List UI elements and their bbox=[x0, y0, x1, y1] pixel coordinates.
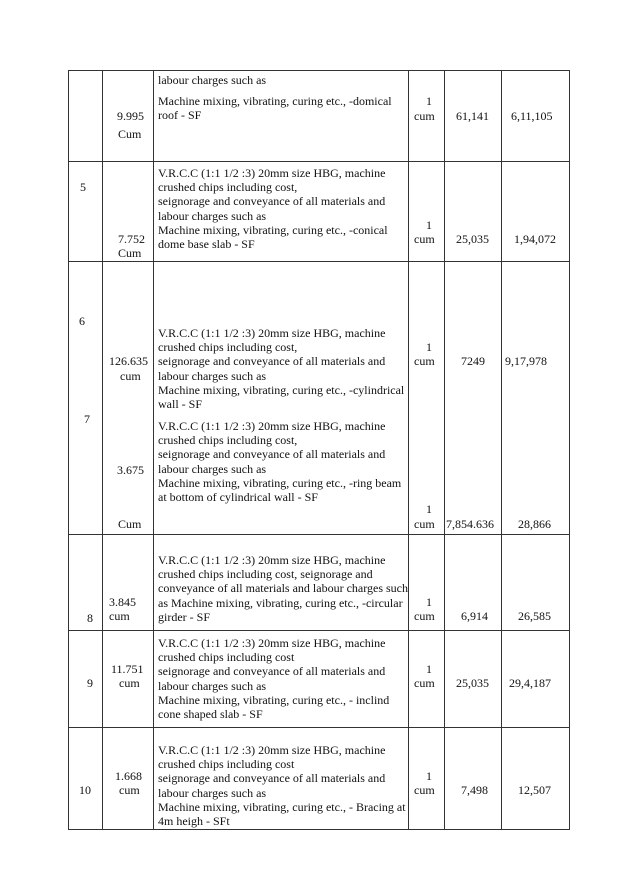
per-value: 1 bbox=[426, 502, 432, 516]
description-line: dome base slab - SF bbox=[158, 237, 255, 252]
description-line: crushed chips including cost, bbox=[158, 433, 298, 448]
rate-cell bbox=[445, 262, 502, 535]
amount-cell bbox=[502, 162, 570, 262]
per-unit: cum bbox=[414, 354, 435, 368]
qty-value: 7.752 bbox=[118, 232, 145, 246]
description-cell bbox=[154, 162, 409, 262]
sno-cell bbox=[69, 162, 103, 262]
table-row bbox=[69, 535, 570, 631]
description-line: labour charges such as bbox=[158, 461, 267, 476]
description-line: girder - SF bbox=[158, 609, 210, 624]
qty-value: 9.995 bbox=[117, 109, 144, 123]
description-cell bbox=[154, 535, 409, 631]
rate-value: 25,035 bbox=[456, 232, 489, 246]
amount-cell bbox=[502, 71, 570, 162]
description-line: Machine mixing, vibrating, curing etc., -ring beam bbox=[158, 475, 402, 490]
per-value: 1 bbox=[426, 769, 432, 783]
sno-cell bbox=[69, 631, 103, 728]
qty-value: 1.668 bbox=[115, 769, 142, 783]
rate-cell bbox=[445, 631, 502, 728]
description-line: Machine mixing, vibrating, curing etc., - Bracing at bbox=[158, 799, 406, 814]
sno-cell bbox=[69, 728, 103, 830]
per-cell bbox=[409, 631, 445, 728]
rate-value: 7,854.636 bbox=[446, 517, 494, 531]
description-line: labour charges such as bbox=[158, 678, 267, 693]
amount-value: 9,17,978 bbox=[505, 354, 547, 368]
qty-value: 126.635 bbox=[109, 354, 148, 368]
sno-value: 8 bbox=[87, 611, 93, 625]
description-line: V.R.C.C (1:1 1/2 :3) 20mm size HBG, machine bbox=[158, 743, 386, 757]
qty-cell bbox=[103, 162, 154, 262]
amount-value: 12,507 bbox=[518, 783, 551, 797]
per-value: 1 bbox=[426, 662, 432, 676]
description-line: seignorage and conveyance of all materials and bbox=[158, 664, 386, 679]
rate-value: 61,141 bbox=[456, 109, 489, 123]
description-line: Machine mixing, vibrating, curing etc., -cylindrical bbox=[158, 382, 405, 397]
qty-unit: Cum bbox=[118, 517, 142, 531]
qty-cell bbox=[103, 631, 154, 728]
qty-cell bbox=[103, 728, 154, 830]
description-line: roof - SF bbox=[158, 108, 202, 122]
description-cell bbox=[154, 728, 409, 830]
qty-cell bbox=[103, 262, 154, 535]
estimate-table bbox=[68, 70, 570, 830]
description-line: crushed chips including cost bbox=[158, 757, 295, 772]
qty-value: 11.751 bbox=[111, 662, 144, 676]
table-row bbox=[69, 262, 570, 535]
description-line: crushed chips including cost, bbox=[158, 340, 298, 355]
sno-cell bbox=[69, 71, 103, 162]
description-line: V.R.C.C (1:1 1/2 :3) 20mm size HBG, machine bbox=[158, 636, 386, 650]
description-line: crushed chips including cost bbox=[158, 650, 295, 665]
per-unit: cum bbox=[414, 517, 435, 531]
rate-value: 7,498 bbox=[461, 783, 488, 797]
per-value: 1 bbox=[426, 340, 432, 354]
rate-cell bbox=[445, 535, 502, 631]
table-row bbox=[69, 631, 570, 728]
rate-cell bbox=[445, 71, 502, 162]
description-cell bbox=[154, 71, 409, 162]
description-line: labour charges such as bbox=[158, 368, 267, 383]
qty-unit: cum bbox=[119, 783, 140, 797]
description-line: V.R.C.C (1:1 1/2 :3) 20mm size HBG, machine bbox=[158, 553, 386, 567]
per-value: 1 bbox=[426, 94, 432, 108]
rate-value: 7249 bbox=[461, 354, 485, 368]
per-unit: cum bbox=[414, 783, 435, 797]
description-line: V.R.C.C (1:1 1/2 :3) 20mm size HBG, machine bbox=[158, 326, 386, 340]
per-unit: cum bbox=[414, 232, 435, 246]
description-line: crushed chips including cost, seignorage and bbox=[158, 567, 373, 582]
description-line: crushed chips including cost, bbox=[158, 180, 298, 195]
description-line: seignorage and conveyance of all materials and bbox=[158, 354, 386, 369]
table-row bbox=[69, 71, 570, 162]
amount-value: 6,11,105 bbox=[511, 109, 553, 123]
qty-value: 3.675 bbox=[117, 463, 144, 477]
per-cell bbox=[409, 535, 445, 631]
description-cell bbox=[154, 631, 409, 728]
description-line: Machine mixing, vibrating, curing etc., -domical bbox=[158, 94, 392, 108]
amount-value: 28,866 bbox=[518, 517, 551, 531]
sno-cell bbox=[69, 535, 103, 631]
description-line: seignorage and conveyance of all materials and bbox=[158, 447, 386, 462]
per-cell bbox=[409, 728, 445, 830]
description-line: 4m heigh - SFt bbox=[158, 814, 230, 829]
amount-cell bbox=[502, 262, 570, 535]
description-line: labour charges such as bbox=[158, 785, 267, 800]
per-unit: cum bbox=[414, 609, 435, 623]
qty-unit: cum bbox=[120, 369, 141, 383]
per-value: 1 bbox=[426, 595, 432, 609]
description-line: cone shaped slab - SF bbox=[158, 707, 263, 722]
sno-value: 10 bbox=[79, 783, 91, 797]
qty-unit: Cum bbox=[118, 246, 142, 260]
amount-cell bbox=[502, 728, 570, 830]
qty-unit: cum bbox=[119, 676, 140, 690]
description-line: as Machine mixing, vibrating, curing etc., -circular bbox=[158, 595, 403, 610]
description-line: at bottom of cylindrical wall - SF bbox=[158, 490, 318, 505]
amount-cell bbox=[502, 535, 570, 631]
per-cell bbox=[409, 71, 445, 162]
table-row bbox=[69, 162, 570, 262]
description-line: labour charges such as bbox=[158, 208, 267, 223]
amount-value: 26,585 bbox=[518, 609, 551, 623]
description-line: seignorage and conveyance of all materials and bbox=[158, 771, 386, 786]
per-cell bbox=[409, 162, 445, 262]
rate-cell bbox=[445, 162, 502, 262]
description-line: V.R.C.C (1:1 1/2 :3) 20mm size HBG, machine bbox=[158, 166, 386, 180]
rate-value: 6,914 bbox=[461, 609, 488, 623]
sno-value: 5 bbox=[80, 180, 86, 194]
per-value: 1 bbox=[426, 218, 432, 232]
per-cell bbox=[409, 262, 445, 535]
description-line: labour charges such as bbox=[158, 73, 267, 87]
description-line: conveyance of all materials and labour charges such bbox=[158, 581, 409, 596]
sno-value: 7 bbox=[84, 412, 90, 426]
description-line: wall - SF bbox=[158, 397, 203, 412]
rate-value: 25,035 bbox=[456, 676, 489, 690]
qty-unit: Cum bbox=[118, 127, 142, 141]
qty-cell bbox=[103, 71, 154, 162]
amount-cell bbox=[502, 631, 570, 728]
per-unit: cum bbox=[414, 109, 435, 123]
qty-value: 3.845 bbox=[109, 595, 136, 609]
sno-value: 9 bbox=[87, 676, 93, 690]
qty-unit: cum bbox=[109, 609, 130, 623]
description-line: V.R.C.C (1:1 1/2 :3) 20mm size HBG, machine bbox=[158, 419, 386, 433]
sno-cell bbox=[69, 262, 103, 535]
description-cell bbox=[154, 262, 409, 535]
rate-cell bbox=[445, 728, 502, 830]
amount-value: 29,4,187 bbox=[509, 676, 551, 690]
sno-value: 6 bbox=[79, 314, 85, 328]
per-unit: cum bbox=[414, 676, 435, 690]
description-line: Machine mixing, vibrating, curing etc., -conical bbox=[158, 222, 388, 237]
qty-cell bbox=[103, 535, 154, 631]
description-line: seignorage and conveyance of all materials and bbox=[158, 194, 386, 209]
description-line: Machine mixing, vibrating, curing etc., - inclind bbox=[158, 692, 390, 707]
table-row bbox=[69, 728, 570, 830]
amount-value: 1,94,072 bbox=[514, 232, 556, 246]
